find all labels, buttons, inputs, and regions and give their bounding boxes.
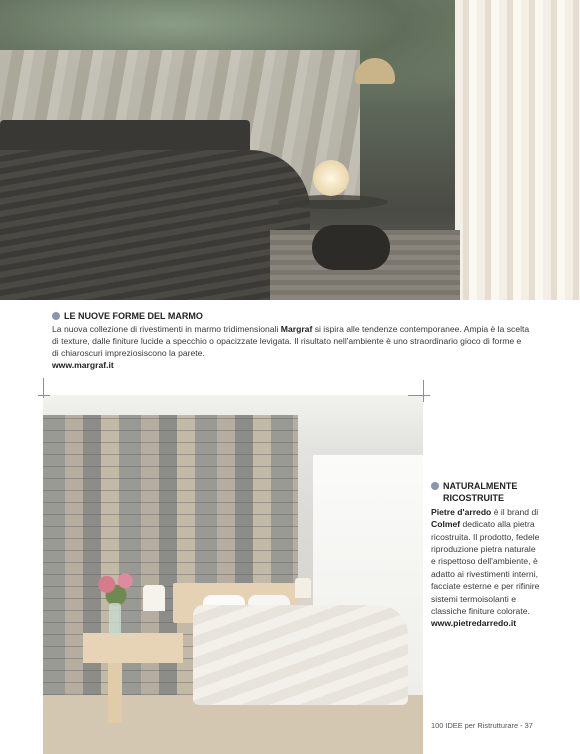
page-footer: 100 IDEE per Ristrutturare - 37 [431, 721, 533, 730]
marble-bedroom-photo [0, 0, 580, 300]
heading-text: LE NUOVE FORME DEL MARMO [64, 311, 203, 321]
vase [109, 603, 121, 635]
travel-bag [312, 225, 390, 270]
nightstand [83, 633, 183, 663]
article-body [431, 506, 541, 618]
nightstand-leg [108, 663, 122, 723]
article-heading [52, 310, 530, 322]
body-text: La nuova collezione di rivestimenti in marmo tridimensionali [52, 324, 281, 334]
brand-name: Pietre d'arredo [431, 506, 492, 517]
bullet-icon [431, 482, 439, 490]
curtain [455, 0, 580, 300]
flowers [93, 570, 139, 606]
brand-name: Colmef [431, 519, 461, 530]
crop-mark [38, 395, 50, 396]
crop-mark [408, 395, 430, 396]
article-pietre-darredo [431, 480, 541, 630]
body-text: dedicato alla pietra ricostruita. Il prodotto, fedele riproduzione pietra naturale e rispettoso dell'ambiente, è adatto ai rivestimenti interni, facciate esterne e per rifinire sistemi termoisolanti e classiche finiture colorate. [431, 519, 540, 617]
website-link[interactable]: www.margraf.it [52, 360, 114, 370]
brand-name: Margraf [280, 324, 313, 334]
heading-text: NATURALMENTE RICOSTRUITE [443, 481, 518, 504]
crop-mark [423, 380, 424, 402]
article-margraf [52, 310, 530, 371]
bedside-lamp [295, 578, 311, 598]
body-text: è il brand di [491, 506, 539, 517]
website-link[interactable]: www.pietredarredo.it [431, 618, 517, 629]
table-lamp [313, 160, 349, 196]
article-body [52, 323, 530, 359]
bed [0, 150, 310, 300]
stone-wall-bedroom-photo [43, 395, 423, 754]
bedside-lamp [143, 585, 165, 611]
article-heading [431, 480, 541, 505]
side-table [278, 195, 388, 209]
body-text: si ispira alle tendenze contemporanee. Ampia è la scelta di texture, dalle finiture lucide a specchio o opacizzate levigata. Il risultato nell'ambiente è uno straordinario gioco di forme e di chiaroscuri impreziosiscono la parete. [52, 324, 530, 358]
bullet-icon [52, 312, 60, 320]
bed [193, 605, 408, 705]
